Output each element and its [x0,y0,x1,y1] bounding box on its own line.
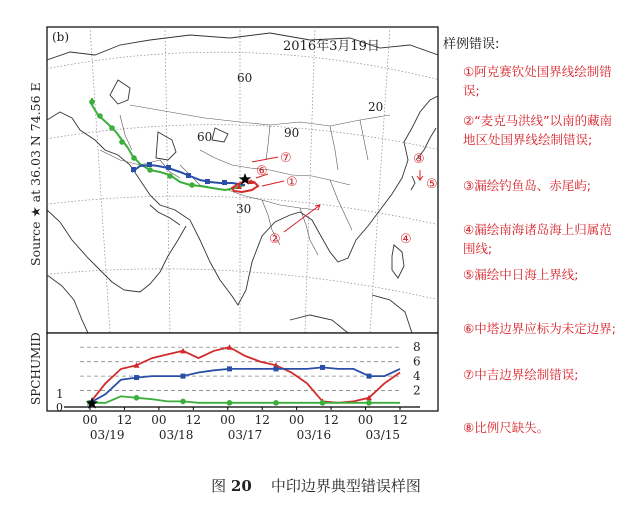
x-hour-label: 12 [116,413,133,427]
series-point [180,399,186,405]
x-hour-label: 00 [82,413,98,427]
y-tick-label: 2 [413,383,421,398]
x-hour-label: 00 [151,413,167,427]
chart-panel [29,332,438,442]
x-hour-label: 12 [185,413,201,427]
series-point [320,365,325,370]
series-point [366,400,372,406]
chart-origin-0: 0 [56,401,63,414]
note-item: ②“麦克马洪线”以南的藏南地区处国界线绘制错误; [463,113,613,147]
y-tick-label: 4 [413,369,421,384]
x-hour-label: 00 [220,413,236,427]
series-point [134,375,139,380]
series-point [134,395,140,401]
callout-5: ⑤ [426,177,438,192]
note-item: ⑤漏绘中日海上界线; [463,267,579,282]
y-tick-label: 8 [413,340,421,355]
x-date-label: 03/15 [365,428,401,442]
x-hour-label: 12 [254,413,270,427]
y-tick-label: 6 [413,354,421,369]
note-item: ⑥中塔边界应标为未定边界; [463,321,616,336]
note-item: ①阿克赛钦处国界线绘制错误; [463,64,612,98]
note-item: ④漏绘南海诸岛海上归属范围线; [463,222,612,256]
series-point [367,374,372,379]
series-point [320,400,326,406]
callout-3: ③ [413,152,425,167]
x-date-label: 03/17 [227,428,263,442]
callout-1: ① [286,175,298,190]
x-date-label: 03/19 [89,428,125,442]
caption-number: 20 [230,477,252,495]
x-hour-label: 00 [289,413,305,427]
x-date-label: 03/16 [296,428,332,442]
series-point [227,366,232,371]
map-panel [28,27,440,333]
grid-label: 90 [284,126,300,140]
caption-prefix: 图 [211,477,227,495]
chart-xdates [90,428,400,442]
note-item: ⑦中吉边界绘制错误; [463,367,579,382]
series-point [274,366,279,371]
series-point [181,374,186,379]
chart-origin-1: 1 [56,387,64,401]
note-item: ③漏绘钓鱼岛、赤尾屿; [463,178,591,193]
note-item: ⑧比例尺缺失。 [463,420,550,435]
grid-label: 60 [237,71,253,85]
grid-label: 30 [236,202,252,216]
series-point [273,400,279,406]
x-hour-label: 00 [357,413,374,427]
x-hour-label: 12 [323,413,339,427]
callout-2: ② [269,232,281,247]
chart-frame [47,333,438,411]
chart-ylabel: SPCHUMID [29,332,43,405]
source-label: Source ★ at 36.03 N 74.56 E [28,82,43,266]
notes-title: 样例错误: [443,37,500,52]
chart-yticks [413,340,421,397]
callout-4: ④ [400,232,412,247]
panel-label: (b) [52,30,70,44]
grid-label: 20 [368,100,384,114]
figure-caption [0,475,632,496]
map-date: 2016年3月19日 [283,39,380,54]
caption-text: 中印边界典型错误样图 [270,477,421,495]
x-hour-label: 12 [392,413,408,427]
callout-7: ⑦ [280,151,292,166]
grid-label: 60 [197,130,213,144]
x-date-label: 03/18 [158,428,194,442]
callout-6: ⑥ [256,164,268,179]
series-point [227,400,233,406]
